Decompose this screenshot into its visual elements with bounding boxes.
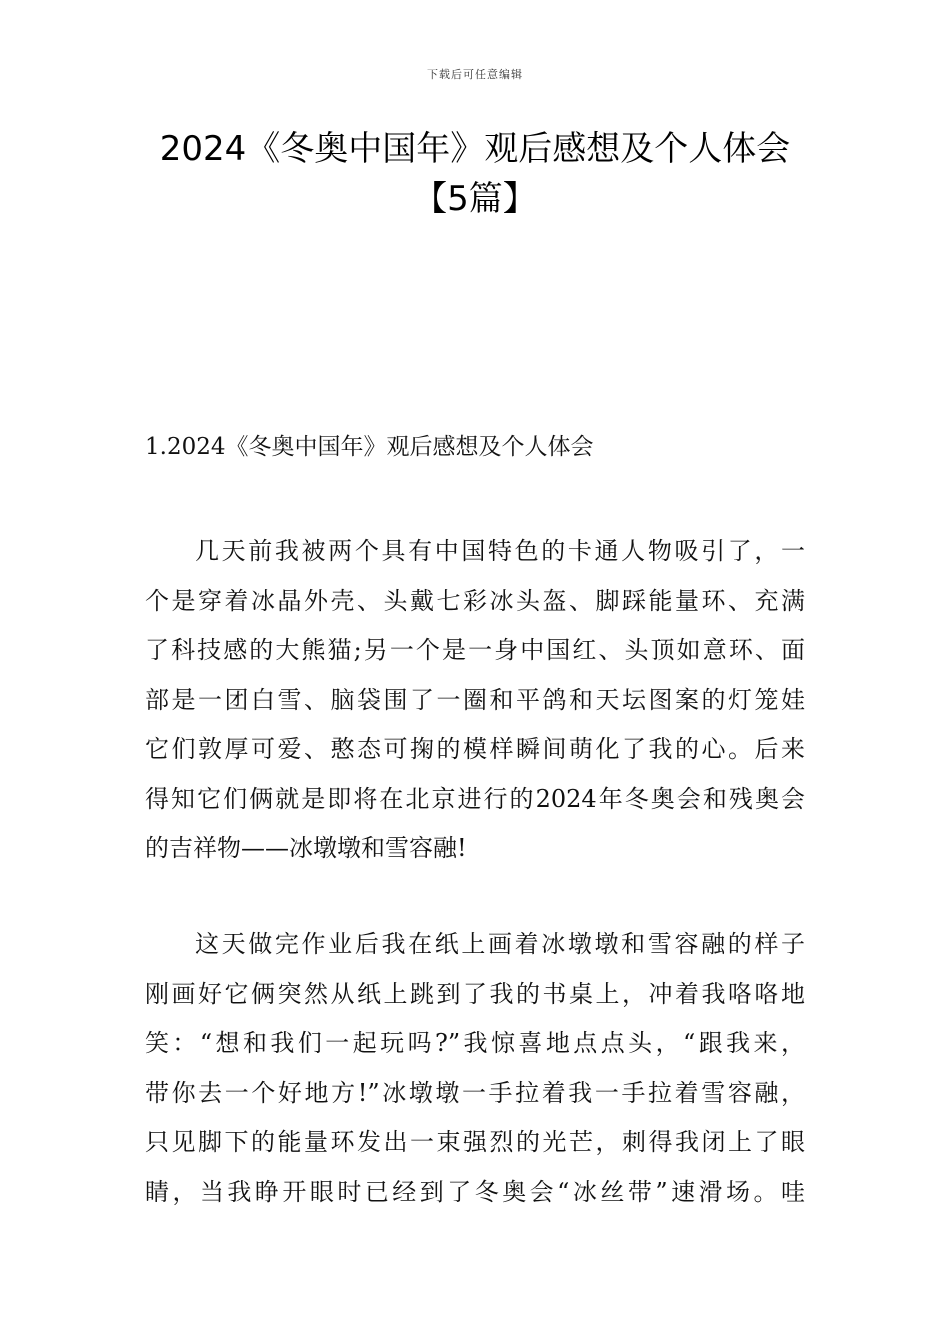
- paragraph-line: 部是一团白雪、脑袋围了一圈和平鸽和天坛图案的灯笼娃: [145, 685, 805, 714]
- paragraph-line: 了科技感的大熊猫;另一个是一身中国红、头顶如意环、面: [145, 636, 805, 664]
- paragraph-line: 刚画好它俩突然从纸上跳到了我的书桌上，冲着我咯咯地: [145, 979, 805, 1008]
- paragraph-line: 带你去一个好地方!”冰墩墩一手拉着我一手拉着雪容融，: [145, 1078, 805, 1107]
- paragraph-line: 睛，当我睁开眼时已经到了冬奥会“冰丝带”速滑场。哇: [145, 1177, 805, 1206]
- paragraph-line: 只见脚下的能量环发出一束强烈的光芒，刺得我闭上了眼: [145, 1128, 805, 1156]
- paragraph-line: 笑：“想和我们一起玩吗?”我惊喜地点点头，“跟我来，: [145, 1029, 805, 1057]
- document-title: [100, 124, 850, 224]
- paragraph-line: 的吉祥物——冰墩墩和雪容融!: [145, 834, 467, 862]
- paragraph-line: 个是穿着冰晶外壳、头戴七彩冰头盔、脚踩能量环、充满: [145, 586, 805, 615]
- document-title-line-2: 【5篇】: [413, 179, 537, 219]
- paragraph-2: [145, 920, 805, 1217]
- paragraph-1: [145, 527, 805, 874]
- document-title-line-1: 2024《冬奥中国年》观后感想及个人体会: [159, 129, 791, 169]
- section-heading: 1.2024《冬奥中国年》观后感想及个人体会: [145, 434, 594, 460]
- paragraph-line: 几天前我被两个具有中国特色的卡通人物吸引了，一: [195, 537, 805, 565]
- header-note: 下载后可任意编辑: [427, 68, 523, 81]
- paragraph-line: 得知它们俩就是即将在北京进行的2024年冬奥会和残奥会: [145, 784, 805, 813]
- paragraph-line: 这天做完作业后我在纸上画着冰墩墩和雪容融的样子: [195, 930, 805, 958]
- paragraph-line: 它们敦厚可爱、憨态可掬的模样瞬间萌化了我的心。后来: [145, 735, 805, 763]
